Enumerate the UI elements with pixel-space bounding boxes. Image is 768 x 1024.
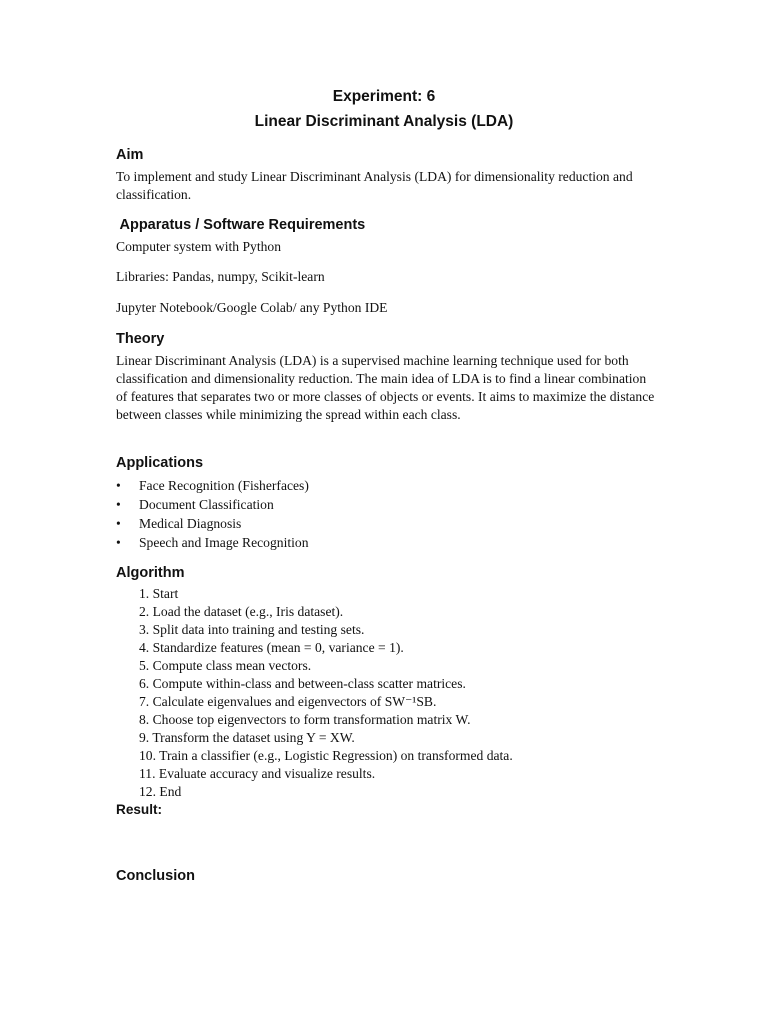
algorithm-step: 6. Compute within-class and between-class scatter matrices. xyxy=(139,676,466,691)
algorithm-step: 12. End xyxy=(139,784,182,799)
algorithm-step: 11. Evaluate accuracy and visualize results. xyxy=(139,766,376,781)
applications-list xyxy=(116,476,309,552)
algorithm-step: 1. Start xyxy=(139,586,179,601)
algorithm-step: 4. Standardize features (mean = 0, variance = 1). xyxy=(139,640,404,655)
algorithm-step: 5. Compute class mean vectors. xyxy=(139,658,312,673)
apparatus-item: Jupyter Notebook/Google Colab/ any Python IDE xyxy=(116,300,388,315)
conclusion-heading: Conclusion xyxy=(116,868,195,884)
bullet-icon: • xyxy=(116,535,121,550)
theory-heading: Theory xyxy=(116,331,165,347)
apparatus-heading: Apparatus / Software Requirements xyxy=(116,217,366,233)
applications-heading: Applications xyxy=(116,455,204,471)
algorithm-step: 3. Split data into training and testing sets. xyxy=(139,622,365,637)
algorithm-step: 10. Train a classifier (e.g., Logistic Regression) on transformed data. xyxy=(139,748,513,763)
page-title: Linear Discriminant Analysis (LDA) xyxy=(254,113,514,130)
bullet-icon: • xyxy=(116,478,121,493)
aim-text: To implement and study Linear Discriminant Analysis (LDA) for dimensionality reduction and classification. xyxy=(116,169,633,202)
experiment-number: Experiment: 6 xyxy=(332,88,436,105)
list-item-text: Face Recognition (Fisherfaces) xyxy=(139,478,309,493)
apparatus-item: Computer system with Python xyxy=(116,239,282,254)
bullet-icon: • xyxy=(116,497,121,512)
result-heading: Result: xyxy=(116,802,163,817)
apparatus-item: Libraries: Pandas, numpy, Scikit-learn xyxy=(116,269,325,284)
list-item xyxy=(116,476,309,495)
list-item xyxy=(116,495,309,514)
list-item-text: Speech and Image Recognition xyxy=(139,535,309,550)
bullet-icon: • xyxy=(116,516,121,531)
algorithm-step: 9. Transform the dataset using Y = XW. xyxy=(139,730,355,745)
algorithm-step: 8. Choose top eigenvectors to form transformation matrix W. xyxy=(139,712,471,727)
algorithm-steps xyxy=(139,585,513,801)
list-item xyxy=(116,533,309,552)
theory-text: Linear Discriminant Analysis (LDA) is a supervised machine learning technique used for both classification and dimensionality reduction. The main idea of LDA is to find a linear combination of features that separates two or more classes of objects or events. It aims to maximize the distance between classes while minimizing the spread within each class. xyxy=(116,353,655,422)
algorithm-heading: Algorithm xyxy=(116,565,185,581)
list-item-text: Document Classification xyxy=(139,497,274,512)
list-item-text: Medical Diagnosis xyxy=(139,516,242,531)
aim-heading: Aim xyxy=(116,147,144,163)
algorithm-step: 7. Calculate eigenvalues and eigenvectors of SW⁻¹SB. xyxy=(139,694,437,709)
algorithm-step: 2. Load the dataset (e.g., Iris dataset). xyxy=(139,604,344,619)
list-item xyxy=(116,514,309,533)
